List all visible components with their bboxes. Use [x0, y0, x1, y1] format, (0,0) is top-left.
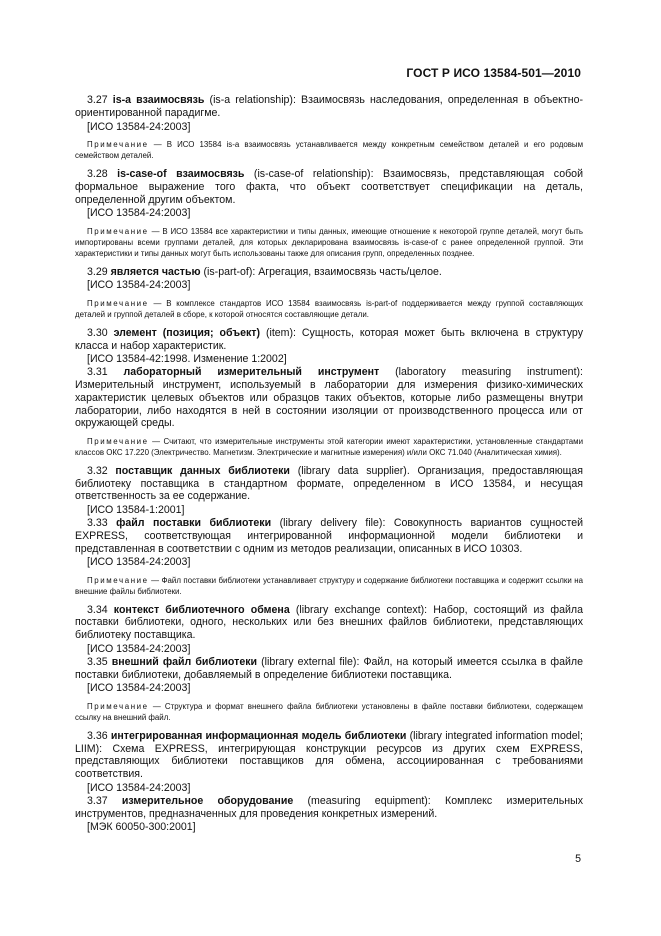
term-entry-3-30 — [75, 327, 583, 353]
entry-definition: (laboratory measuring instrument): Измерительный инструмент, используемый в лаборатории для измерения физико-химических характеристик целевых объектов или образцов таких объектов, которые либо размещены внутри лаборатории, либо находятся в ней в состоянии изоляции от производственного процесса или от окружающей среды. — [75, 366, 583, 430]
entry-definition: (library integrated information model; LIIM): Схема EXPRESS, интегрирующая конструкции ресурсов из других схем EXPRESS, представляющих библиотеки поставщиков для обмена, ассоциированная с требованиями соответствия. — [75, 729, 583, 781]
note-text: — Структура и формат внешнего файла библиотеки установлены в файле поставки библиотеки, содержащем ссылку на внешний файл. — [75, 702, 583, 723]
note-label: Примечание — [87, 299, 149, 309]
entry-reference: [МЭК 60050-300:2001] — [87, 821, 196, 834]
note-label: Примечание — [87, 576, 149, 586]
entry-term: интегрированная информационная модель библиотеки — [110, 729, 407, 742]
term-entry-3-31 — [75, 366, 583, 430]
entry-reference: [ИСО 13584-24:2003] — [87, 782, 191, 795]
entry-number: 3.32 — [87, 464, 108, 477]
entry-definition: (library exchange context): Набор, состоящий из файла поставки библиотеки, одного, нескольких или без внешних файлов библиотеки, представляющих библиотеку поставщика. — [75, 603, 583, 642]
entry-number: 3.34 — [87, 603, 108, 616]
entry-term: лабораторный измерительный инструмент — [123, 366, 380, 379]
note-label: Примечание — [87, 702, 149, 712]
page-number: 5 — [575, 853, 581, 865]
note-label: Примечание — [87, 140, 149, 150]
entry-term: элемент (позиция; объект) — [113, 326, 260, 339]
entry-note — [75, 140, 583, 162]
entry-term: внешний файл библиотеки — [111, 655, 258, 668]
entry-definition: (is-case-of relationship): Взаимосвязь, представляющая собой формальное выражение того факта, что объект соответствует спецификации на деталь, определенной другим объектом. — [75, 167, 583, 206]
note-text: — В ИСО 13584 is-a взаимосвязь устанавливается между конкретным семейством деталей и его родовым семейством деталей. — [75, 140, 583, 161]
term-entry-3-28 — [75, 168, 583, 206]
entry-definition: (library external file): Файл, на который имеется ссылка в файле поставки библиотеки, добавляемый в определение библиотеки поставщика. — [75, 655, 583, 681]
entry-note — [75, 576, 583, 598]
entry-reference: [ИСО 13584-24:2003] — [87, 682, 191, 695]
entry-number: 3.33 — [87, 516, 108, 529]
entry-reference: [ИСО 13584-24:2003] — [87, 207, 191, 220]
entry-reference: [ИСО 13584-24:2003] — [87, 120, 191, 133]
entry-number: 3.36 — [87, 729, 108, 742]
entry-reference: [ИСО 13584-42:1998. Изменение 1:2002] — [87, 353, 287, 366]
note-text: — Считают, что измерительные инструменты этой категории имеют характеристики, установленные стандартами классов ОКС 17.220 (Электричество. Магнетизм. Электрические и магнитные измерения) и/или ОКС 71.040 (Аналитическая химия). — [75, 437, 583, 457]
note-text: — В ИСО 13584 все характеристики и типы данных, имеющие отношение к некоторой группе деталей, могут быть импортированы всеми группами деталей, для которых декларирована взаимосвязь is-case-of с ранее определенной группой. Эти характеристики и типы данных могут быть использованы также для описания групп, определенных позднее. — [75, 227, 583, 258]
entry-term: измерительное оборудование — [121, 794, 294, 807]
entry-term: is-case-of взаимосвязь — [117, 167, 245, 180]
note-label: Примечание — [87, 227, 149, 237]
entry-number: 3.27 — [87, 94, 108, 106]
note-text: — Файл поставки библиотеки устанавливает структуру и содержание библиотеки поставщика и содержит ссылки на внешние файлы библиотеки. — [75, 576, 583, 596]
entry-number: 3.28 — [87, 167, 108, 180]
entry-definition: (item): Сущность, которая может быть включена в структуру класса и набор характеристик. — [75, 326, 583, 352]
term-entry-3-32 — [75, 465, 583, 503]
entry-number: 3.30 — [87, 326, 108, 339]
entry-definition: (is-part-of): Агрегация, взаимосвязь часть/целое. — [203, 265, 442, 278]
term-entry-3-37 — [75, 795, 583, 821]
entry-note — [75, 702, 583, 724]
entry-note — [75, 437, 583, 459]
entry-number: 3.31 — [87, 366, 108, 379]
entry-definition: (is-a relationship): Взаимосвязь наследования, определенная в объектно-ориентированной парадигме. — [75, 94, 584, 119]
note-label: Примечание — [87, 437, 149, 447]
entry-term: is-a взаимосвязь — [112, 94, 205, 106]
entry-reference: [ИСО 13584-1:2001] — [87, 504, 185, 517]
entry-number: 3.35 — [87, 655, 108, 668]
entry-term: поставщик данных библиотеки — [115, 464, 290, 477]
entry-definition: (library delivery file): Совокупность вариантов сущностей EXPRESS, соответствующая интегрированной информационной модели библиотеки и представленная в соответствии с одним из методов реализации, описанных в ИСО 10303. — [75, 516, 584, 555]
term-entry-3-27 — [75, 94, 583, 120]
entry-definition: (library data supplier). Организация, предоставляющая библиотеку поставщика в стандартном формате, определенном в ИСО 13584, и несущая ответственность за ее содержание. — [75, 464, 583, 503]
entry-definition: (measuring equipment): Комплекс измерительных инструментов, предназначенных для проведения конкретных измерений. — [75, 794, 584, 820]
entry-term: файл поставки библиотеки — [116, 516, 272, 529]
note-text: — В комплексе стандартов ИСО 13584 взаимосвязь is-part-of поддерживается между группой составляющих деталей и группой деталей в сборе, к которой относятся составляющие детали. — [75, 299, 583, 319]
term-entry-3-29 — [75, 266, 583, 279]
term-entry-3-36 — [75, 730, 583, 781]
entry-reference: [ИСО 13584-24:2003] — [87, 279, 191, 292]
entry-term: контекст библиотечного обмена — [113, 603, 290, 616]
term-entry-3-35 — [75, 656, 583, 682]
entry-reference: [ИСО 13584-24:2003] — [87, 643, 191, 656]
entry-reference: [ИСО 13584-24:2003] — [87, 556, 191, 569]
entry-term: является частью — [110, 265, 201, 278]
terms-content — [75, 94, 583, 834]
entry-note — [75, 299, 583, 321]
entry-number: 3.29 — [87, 265, 108, 278]
entry-number: 3.37 — [87, 794, 108, 807]
term-entry-3-33 — [75, 517, 583, 555]
entry-note — [75, 227, 583, 259]
document-header: ГОСТ Р ИСО 13584-501—2010 — [406, 66, 581, 80]
term-entry-3-34 — [75, 604, 583, 642]
